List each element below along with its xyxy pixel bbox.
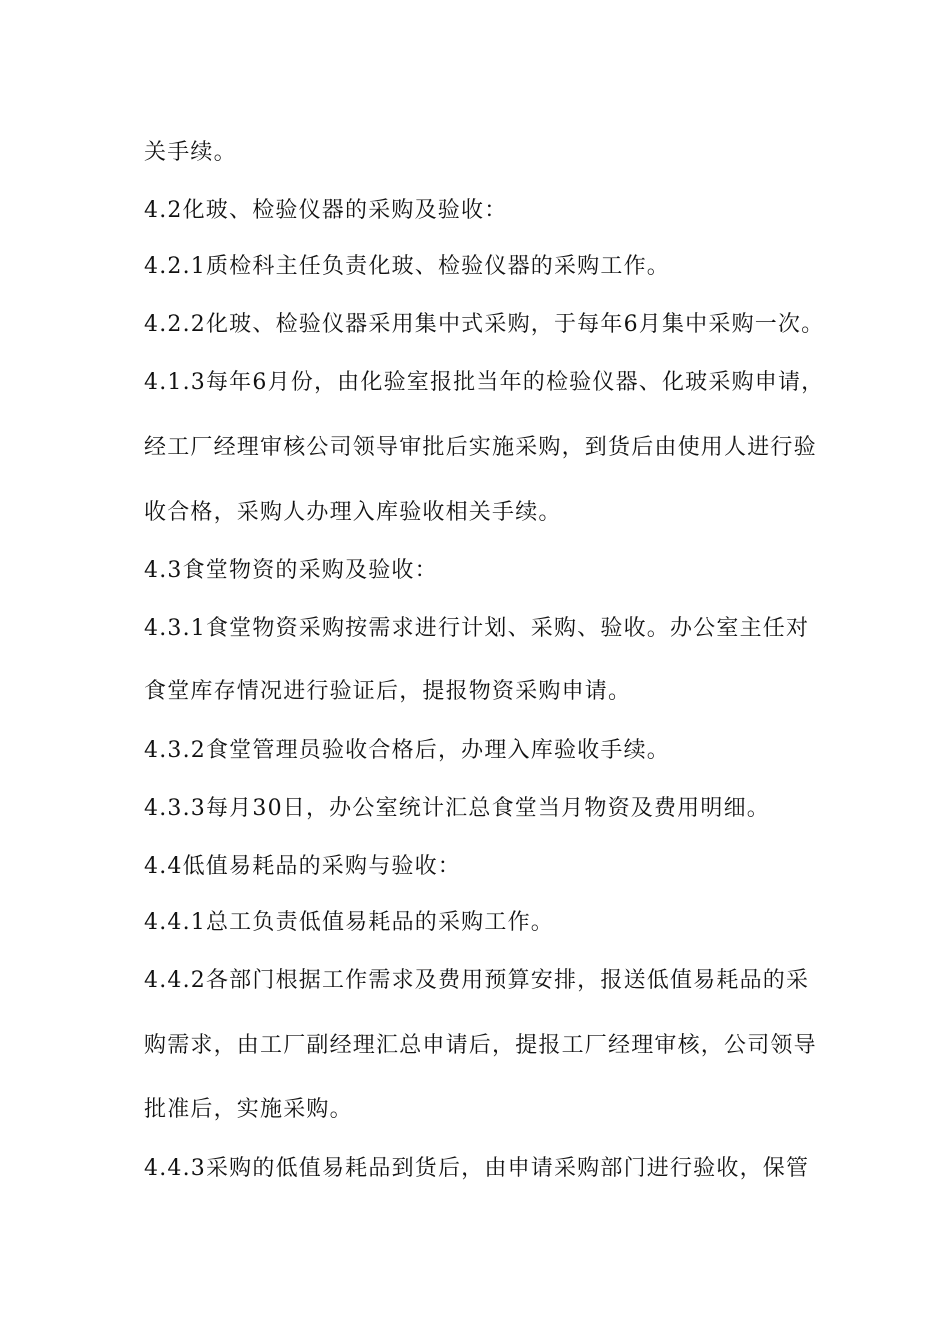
- text-line: 购需求，由工厂副经理汇总申请后，提报工厂经理审核，公司领导: [144, 1033, 817, 1058]
- text-line: 4.3.2食堂管理员验收合格后，办理入库验收手续。: [144, 738, 670, 763]
- text-line: 4.3.3每月30日，办公室统计汇总食堂当月物资及费用明细。: [144, 796, 770, 821]
- text-line: 4.4.1总工负责低值易耗品的采购工作。: [144, 910, 554, 935]
- text-line: 4.2.1质检科主任负责化玻、检验仪器的采购工作。: [144, 254, 670, 279]
- text-line: 经工厂经理审核公司领导审批后实施采购，到货后由使用人进行验: [144, 435, 817, 460]
- section-heading: 4.3食堂物资的采购及验收：: [144, 558, 438, 583]
- section-heading: 4.2化玻、检验仪器的采购及验收：: [144, 198, 508, 223]
- text-line: 收合格，采购人办理入库验收相关手续。: [144, 500, 562, 525]
- text-line: 批准后，实施采购。: [144, 1097, 353, 1122]
- text-line: 关手续。: [144, 140, 237, 165]
- text-line: 4.4.2各部门根据工作需求及费用预算安排，报送低值易耗品的采: [144, 968, 810, 993]
- section-heading: 4.4低值易耗品的采购与验收：: [144, 854, 461, 879]
- text-line: 4.1.3每年6月份，由化验室报批当年的检验仪器、化玻采购申请，: [144, 370, 824, 395]
- text-line: 4.3.1食堂物资采购按需求进行计划、采购、验收。办公室主任对: [144, 616, 810, 641]
- text-line: 4.4.3采购的低值易耗品到货后，由申请采购部门进行验收，保管: [144, 1156, 810, 1181]
- text-line: 4.2.2化玻、检验仪器采用集中式采购，于每年6月集中采购一次。: [144, 312, 824, 337]
- text-line: 食堂库存情况进行验证后，提报物资采购申请。: [144, 679, 632, 704]
